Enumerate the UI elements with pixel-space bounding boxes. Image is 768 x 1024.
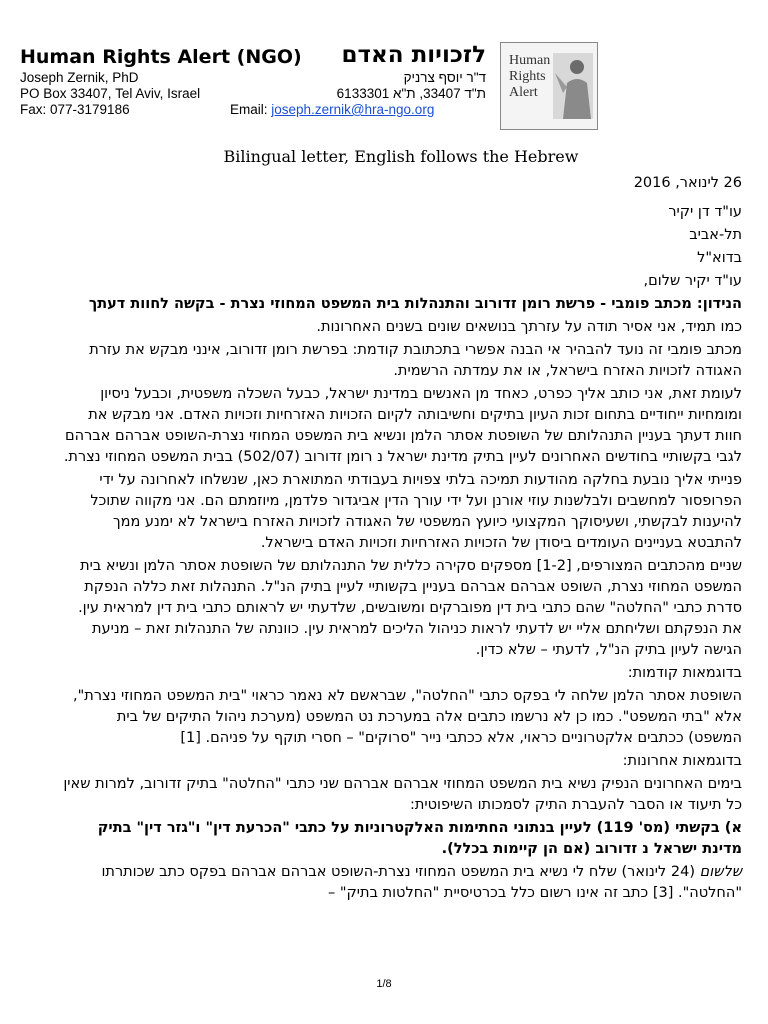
recipient-line-1: עו"ד דן יקיר [668, 204, 742, 220]
email-label: Email: [230, 102, 268, 117]
logo-text [509, 53, 550, 101]
name-he: ד"ר יוסף צרניק [403, 70, 486, 85]
address-en: PO Box 33407, Tel Aviv, Israel [20, 86, 201, 101]
subtitle: Bilingual letter, English follows the Hebrew [223, 147, 579, 166]
paragraph-3: לעומת זאת, אני כותב אליך כפרט, כאחד מן האנשים במדינת ישראל, כבעל השכלה משפטית, וכבעל ניסיון ומומחיות ייחודיים בתחום זכות העיון בתיקים וחשיבותה לקיום הזכויות האזרחיות וזכויות האדם. אני מבקש את חוות דעתך בעניין התנהלותם של השופטת אסתר הלמן ונשיא בית המשפט המחוזי נצרת-השופט אברהם אברהם לגבי בקשותיי בחודשים האחרונים לעיין בתיק מדינת ישראל נ רומן זדורוב (502/07) בבית המשפט המחוזי נצרת. [63, 386, 742, 465]
email-link[interactable]: joseph.zernik@hra-ngo.org [271, 102, 435, 117]
letter-body [60, 140, 742, 906]
org-name-he: לזכויות האדם [341, 42, 486, 68]
detail-italic: שלשום [699, 864, 742, 880]
fax-en: Fax: 077-3179186 [20, 102, 130, 117]
org-logo [500, 42, 598, 130]
page-number: 1/8 [376, 978, 392, 990]
letter-date: 26 לינואר, 2016 [633, 175, 742, 191]
paragraph-5: שניים מהכתבים המצורפים, [1-2] מספקים סקירה כללית של התנהלותם של השופטת אסתר הלמן ונשיא בית המשפט המחוזי נצרת, השופט אברהם אברהם בעניין בקשותיי לעיין בתיק הנ"ל. התנהלות זאת כללה הנפקת סדרת כתבי "החלטה" שהם כתבי בית דין מפוברקים ומשובשים, שלדעתי יש לראותם כתבי בית דין למראית עין. את הנפקתם ושליחתם אליי יש לדעתי לראות כניהול הליכים למראית עין. כוונתה של התנהלות זאת – מניעת הגישה לעיון בתיק הנ"ל, לדעתי – שלא כדין. [78, 558, 742, 658]
letterhead [18, 40, 498, 120]
recipient-line-2: תל-אביב [689, 227, 742, 243]
logo-figure-icon [553, 53, 593, 119]
paragraph-4: פנייתי אליך נובעת בחלקה מהודעות תמיכה בלתי צפויות בעבודתי המתוארת כאן, שנשלחו לאחרונה על ידי הפרופסור למחשבים ולבלשנות עוזי אורנן ועל ידי עורך הדין אביגדור פלדמן, מיוזמתם הם. אני מקווה שתוכל להיענות לבקשתי, ושעיסוקך המקצועי כיועץ המשפטי של האגודה לזכויות האזרח בישראל לא ימנע ממך להתבטא בעניינים העומדים ביסודן של הזכויות האזרחיות וזכויות האדם בישראל. [90, 472, 742, 551]
salutation: עו"ד יקיר שלום, [643, 273, 742, 289]
logo-line-3: Alert [509, 85, 538, 100]
paragraph-1: כמו תמיד, אני אסיר תודה על עזרתך בנושאים שונים בשנים האחרונות. [316, 319, 742, 335]
section-recent-heading: בדוגמאות אחרונות: [622, 753, 742, 769]
email-line [230, 102, 434, 118]
logo-line-2: Rights [509, 69, 546, 84]
paragraph-previous: השופטת אסתר הלמן שלחה לי בפקס כתבי "החלטה", שבראשם לא נאמר כראוי "בית המשפט המחוזי נצרת", אלא "בתי המשפט". כמו כן לא נרשמו כתבים אלה במערכת נט המשפט (מערכת ניהול התיקים של בית המשפט) ככתבים אלקטרוניים כראוי, אלא ככתבי נייר "סרוקים" – חסרי תוקף על פניהם. [1] [73, 688, 742, 746]
paragraph-recent: בימים האחרונים הנפיק נשיא בית המשפט המחוזי אברהם אברהם שני כתבי "החלטה" בתיק זדורוב, למרות שאין כל תיעוד או הסבר להעברת התיק לסמכותו השיפוטית: [63, 776, 742, 813]
detail-rest: (24 לינואר) שלח לי נשיא בית המשפט המחוזי נצרת-השופט אברהם אברהם בפקס כתב שכותרתו "החלטה". [3] כתב זה אינו רשום כלל בכרטיסיית "החלטות בתיק" – [101, 864, 742, 901]
org-name-en: Human Rights Alert (NGO) [20, 46, 302, 68]
section-previous-heading: בדוגמאות קודמות: [627, 665, 742, 681]
logo-line-1: Human [509, 53, 551, 68]
list-item-a-detail [60, 862, 742, 904]
subject-line: הנידון: מכתב פומבי - פרשת רומן זדורוב והתנהלות בית המשפט המחוזי נצרת - בקשה לחוות דעתך [88, 296, 742, 312]
recipient-line-3: בדוא"ל [697, 250, 742, 266]
paragraph-2: מכתב פומבי זה נועד להבהיר אי הבנה אפשרי בתכתובת קודמת: בפרשת רומן זדורוב, אינני מבקש את עזרת האגודה לזכויות האזרח בישראל, או את עמדתה הרשמית. [89, 342, 742, 379]
list-item-a: א) בקשתי (מס' 119) לעיין בנתוני החתימות האלקטרוניות על כתבי "הכרעת דין" ו"גזר דין" בתיק מדינת ישראל נ זדורוב (אם הן קיימות בכלל). [97, 820, 742, 857]
name-en: Joseph Zernik, PhD [20, 70, 139, 85]
address-he: ת"ד 33407, ת"א 6133301 [336, 86, 486, 101]
